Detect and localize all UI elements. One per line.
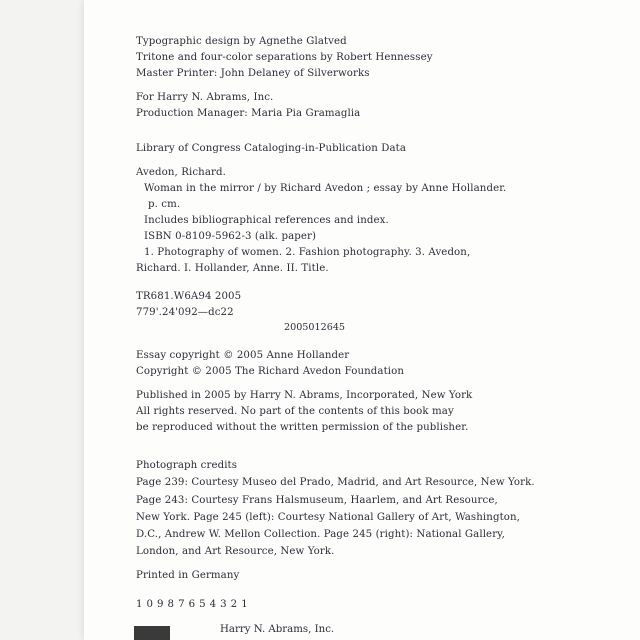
production-manager-line: Production Manager: Maria Pia Gramaglia	[136, 108, 361, 119]
publisher-name: Harry N. Abrams, Inc.	[220, 624, 335, 635]
published-line: Published in 2005 by Harry N. Abrams, Incorporated, New York	[136, 390, 473, 401]
cip-record	[136, 165, 506, 277]
publication-block	[136, 388, 472, 436]
foundation-copyright: Copyright © 2005 The Richard Avedon Foundation	[136, 366, 405, 377]
photo-credits-block	[136, 457, 535, 561]
essay-copyright: Essay copyright © 2005 Anne Hollander	[136, 350, 350, 361]
abrams-credits	[136, 90, 360, 122]
cip-title: Woman in the mirror / by Richard Avedon ; essay by Anne Hollander.	[144, 183, 507, 194]
printed-in-text: Printed in Germany	[136, 570, 240, 581]
cip-isbn: ISBN 0-8109-5962-3 (alk. paper)	[144, 231, 317, 242]
publisher-logo	[134, 626, 170, 640]
cip-subjects-2: Richard. I. Hollander, Anne. II. Title.	[136, 263, 329, 274]
dewey-number: 779'.24'092—dc22	[136, 307, 234, 318]
lccn-number: 2005012645	[284, 322, 346, 333]
printing-line-text: 1 0 9 8 7 6 5 4 3 2 1	[136, 599, 249, 610]
for-abrams-line: For Harry N. Abrams, Inc.	[136, 92, 274, 103]
rights-line-2: be reproduced without the written permission of the publisher.	[136, 422, 469, 433]
call-number: TR681.W6A94 2005	[136, 291, 242, 302]
separations-line: Tritone and four-color separations by Robert Hennessey	[136, 52, 433, 63]
photo-credit-line-5: London, and Art Resource, New York.	[136, 546, 335, 558]
typographic-design-line: Typographic design by Agnethe Glatved	[136, 36, 347, 47]
printed-in	[136, 568, 239, 584]
cip-author: Avedon, Richard.	[136, 167, 226, 178]
photo-credit-line-2: Page 243: Courtesy Frans Halsmuseum, Haarlem, and Art Resource,	[136, 494, 498, 506]
book-page	[84, 0, 640, 640]
cip-heading-text: Library of Congress Cataloging-in-Publication Data	[136, 143, 407, 154]
printing-line	[136, 597, 248, 613]
design-credits	[136, 34, 433, 82]
cip-classification	[136, 289, 241, 321]
photo-credit-line-4: D.C., Andrew W. Mellon Collection. Page 245 (right): National Gallery,	[136, 529, 505, 541]
master-printer-line: Master Printer: John Delaney of Silverworks	[136, 68, 370, 79]
photo-credit-line-1: Page 239: Courtesy Museo del Prado, Madrid, and Art Resource, New York.	[136, 477, 535, 489]
cip-notes: Includes bibliographical references and index.	[144, 215, 389, 226]
cip-subjects-1: 1. Photography of women. 2. Fashion photography. 3. Avedon,	[144, 247, 471, 258]
photo-credit-line-3: New York. Page 245 (left): Courtesy National Gallery of Art, Washington,	[136, 511, 520, 523]
rights-line-1: All rights reserved. No part of the contents of this book may	[136, 406, 454, 417]
copyright-block	[136, 348, 404, 380]
cip-pages: p. cm.	[148, 199, 181, 210]
cip-heading	[136, 141, 406, 157]
photo-credits-heading: Photograph credits	[136, 460, 238, 471]
